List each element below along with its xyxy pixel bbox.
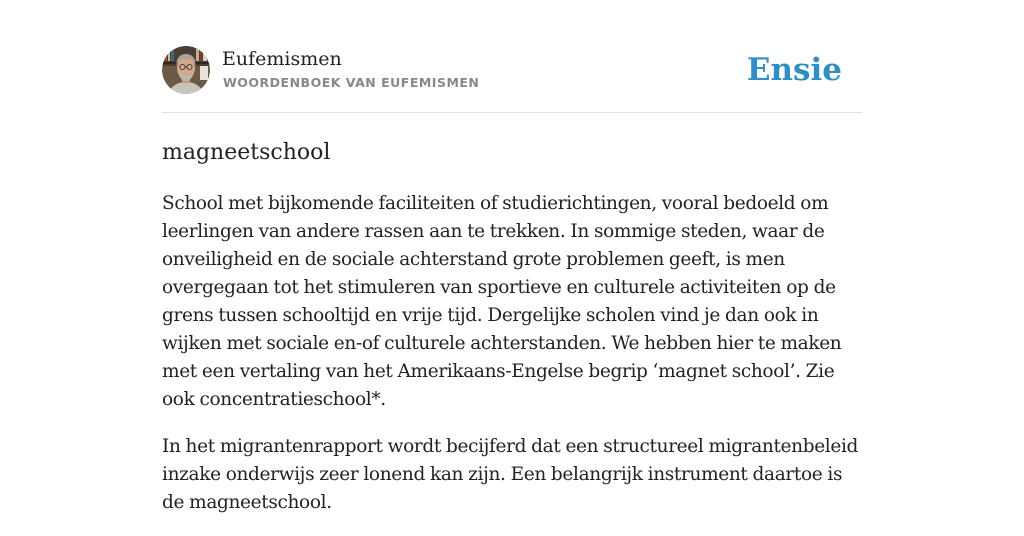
author-name[interactable]: Eufemismen bbox=[222, 48, 342, 70]
entry-headword: magneetschool bbox=[162, 140, 331, 165]
header-divider bbox=[162, 112, 862, 113]
brand-logo[interactable]: Ensie bbox=[746, 52, 842, 88]
definition-paragraph: School met bijkomende faciliteiten of studierichtingen, vooral bedoeld om leerlingen van andere rassen aan te trekken. In sommige steden, waar de onveiligheid en de sociale achterstand grote problemen geeft, is men overgegaan tot het stimuleren van sportieve en culturele activiteiten op de grens tussen schooltijd en vrije tijd. Dergelijke scholen vind je dan ook in wijken met sociale en-of culturele achterstanden. We hebben hier te maken met een vertaling van het Amerikaans-Engelse begrip ‘magnet school’. Zie ook concentratieschool*. bbox=[162, 193, 842, 410]
definition-paragraph: In het migrantenrapport wordt becijferd dat een structureel migrantenbeleid inzake onderwijs zeer lonend kan zijn. Een belangrijk instrument daartoe is de magneetschool. bbox=[162, 436, 859, 513]
dictionary-subtitle[interactable]: WOORDENBOEK VAN EUFEMISMEN bbox=[223, 75, 480, 90]
entry-definition bbox=[162, 190, 862, 536]
site-header bbox=[162, 46, 862, 96]
author-avatar[interactable] bbox=[162, 46, 210, 94]
